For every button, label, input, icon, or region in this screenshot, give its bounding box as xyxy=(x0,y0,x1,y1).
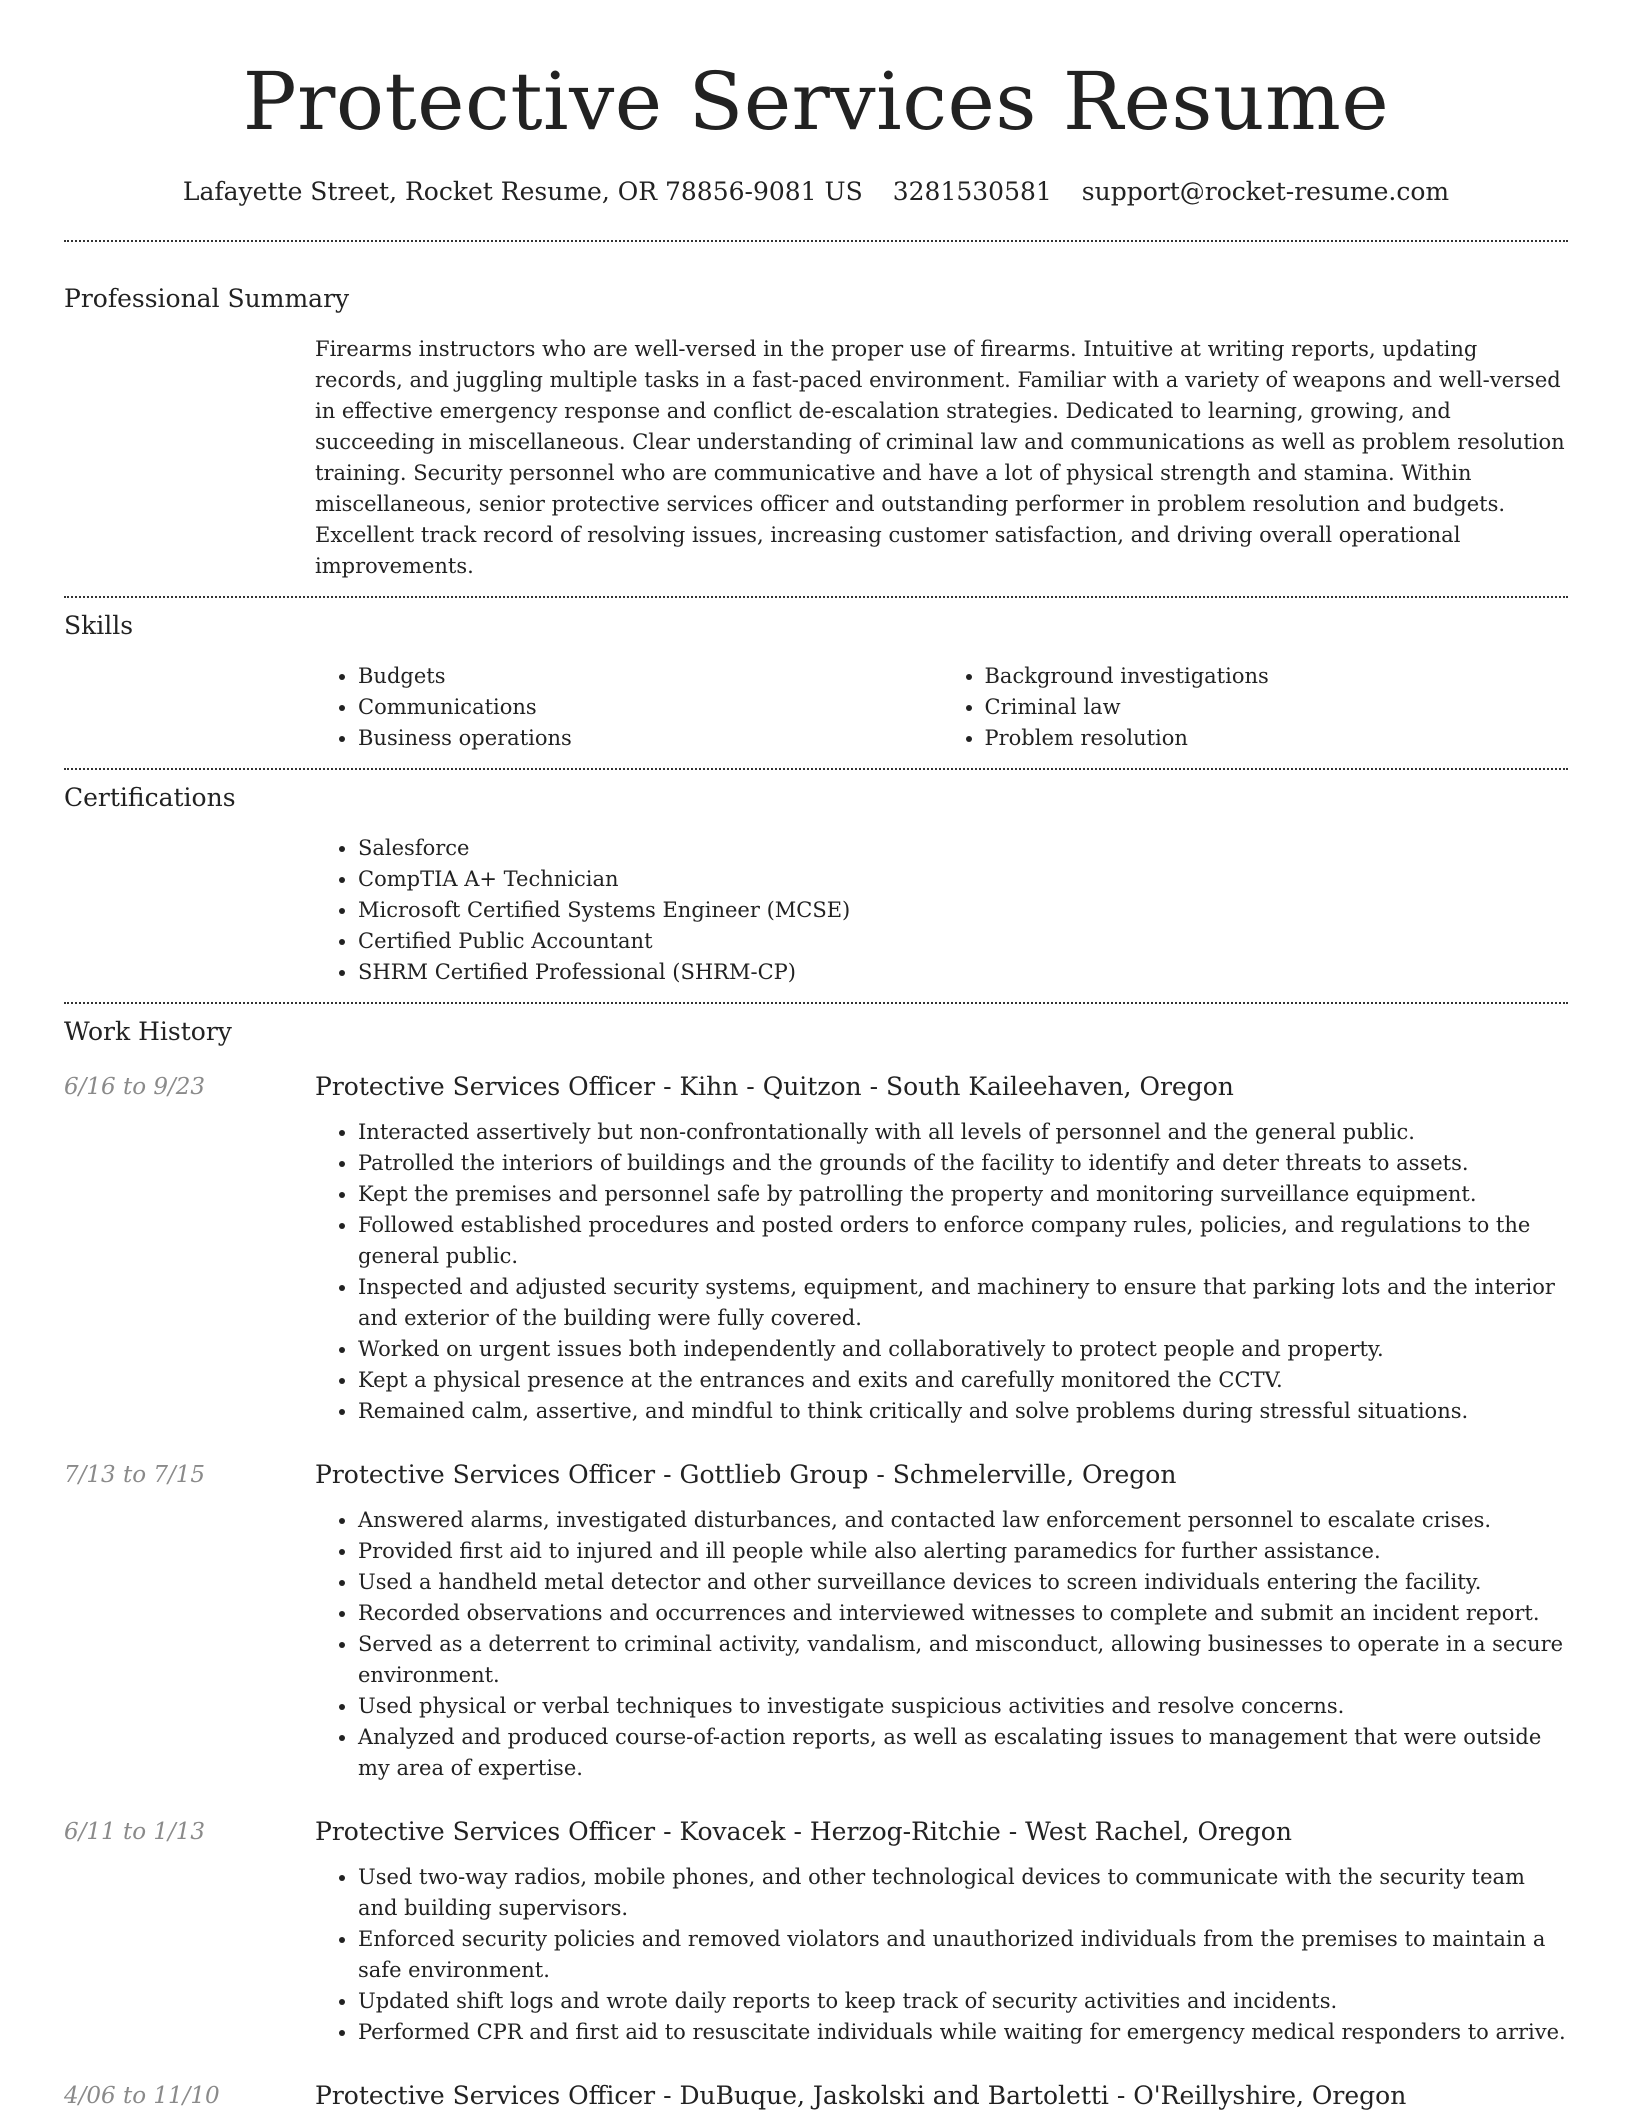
skills-list-right xyxy=(942,661,1569,754)
work-history-section xyxy=(64,1004,1568,2113)
job-title: Protective Services Officer - Gottlieb Group - Schmelerville, Oregon xyxy=(315,1460,1177,1489)
certifications-section xyxy=(64,770,1568,988)
contact-email: support@rocket-resume.com xyxy=(1081,177,1450,206)
job-bullet: • Used a handheld metal detector and other surveillance devices to screen individuals entering the facility. xyxy=(358,1567,1568,1598)
job-bullet: • Served as a deterrent to criminal activity, vandalism, and misconduct, allowing businesses to operate in a secure environment. xyxy=(358,1629,1568,1691)
skill-item: • Criminal law xyxy=(985,692,1569,723)
skill-item: • Problem resolution xyxy=(985,723,1569,754)
job-bullet: • Remained calm, assertive, and mindful to think critically and solve problems during stressful situations. xyxy=(358,1396,1568,1427)
certification-item: • Microsoft Certified Systems Engineer (MCSE) xyxy=(358,895,1568,926)
job-bullet: • Updated shift logs and wrote daily reports to keep track of security activities and incidents. xyxy=(358,1986,1568,2017)
skills-section xyxy=(64,598,1568,754)
job-bullet: • Recorded observations and occurrences and interviewed witnesses to complete and submit an incident report. xyxy=(358,1598,1568,1629)
skills-list-left xyxy=(315,661,942,754)
section-title-certifications: Certifications xyxy=(64,783,236,812)
job-bullet-list xyxy=(315,1862,1568,2048)
job-bullet: • Provided first aid to injured and ill people while also alerting paramedics for further assistance. xyxy=(358,1536,1568,1567)
job-dates: 4/06 to 11/10 xyxy=(64,2083,220,2109)
certifications-list xyxy=(315,833,1568,988)
job-entry xyxy=(64,2079,1568,2113)
job-bullet: • Analyzed and produced course-of-action reports, as well as escalating issues to management that were outside my area of expertise. xyxy=(358,1722,1568,1784)
resume-title: Protective Services Resume xyxy=(242,55,1390,148)
skill-item: • Budgets xyxy=(358,661,942,692)
job-entry xyxy=(64,1815,1568,2048)
job-bullet: • Used two-way radios, mobile phones, and other technological devices to communicate with the security team and building supervisors. xyxy=(358,1862,1568,1924)
certification-item: • CompTIA A+ Technician xyxy=(358,864,1568,895)
job-bullet: • Kept a physical presence at the entrances and exits and carefully monitored the CCTV. xyxy=(358,1365,1568,1396)
skill-item: • Business operations xyxy=(358,723,942,754)
skill-item: • Background investigations xyxy=(985,661,1569,692)
job-bullet: • Worked on urgent issues both independently and collaboratively to protect people and property. xyxy=(358,1334,1568,1365)
contact-phone: 3281530581 xyxy=(892,177,1052,206)
job-bullet: • Answered alarms, investigated disturbances, and contacted law enforcement personnel to escalate crises. xyxy=(358,1505,1568,1536)
skill-item: • Communications xyxy=(358,692,942,723)
job-title: Protective Services Officer - DuBuque, Jaskolski and Bartoletti - O'Reillyshire, Oregon xyxy=(315,2081,1407,2110)
section-title-skills: Skills xyxy=(64,611,134,640)
section-title-work-history: Work History xyxy=(64,1017,232,1046)
job-dates: 6/16 to 9/23 xyxy=(64,1074,206,1100)
job-entry xyxy=(64,1458,1568,1784)
summary-text: Firearms instructors who are well-versed in the proper use of firearms. Intuitive at writing reports, updating records, and juggling multiple tasks in a fast-paced environment. Familiar with a variety of weapons and well-versed in effective emergency response and conflict de-escalation strategies. Dedicated to learning, growing, and succeeding in miscellaneous. Clear understanding of criminal law and communications as well as problem resolution training. Security personnel who are communicative and have a lot of physical strength and stamina. Within miscellaneous, senior protective services officer and outstanding performer in problem resolution and budgets. Excellent track record of resolving issues, increasing customer satisfaction, and driving overall operational improvements. xyxy=(315,337,1565,578)
summary-section xyxy=(64,242,1568,582)
job-list xyxy=(64,1070,1568,2113)
job-title: Protective Services Officer - Kihn - Quitzon - South Kaileehaven, Oregon xyxy=(315,1072,1234,1101)
job-bullet: • Kept the premises and personnel safe by patrolling the property and monitoring surveillance equipment. xyxy=(358,1179,1568,1210)
job-dates: 6/11 to 1/13 xyxy=(64,1819,206,1845)
job-bullet-list xyxy=(315,1117,1568,1427)
job-bullet: • Inspected and adjusted security systems, equipment, and machinery to ensure that parking lots and the interior and exterior of the building were fully covered. xyxy=(358,1272,1568,1334)
job-bullet: • Enforced security policies and removed violators and unauthorized individuals from the premises to maintain a safe environment. xyxy=(358,1924,1568,1986)
resume-page xyxy=(64,0,1568,2113)
certification-item: • SHRM Certified Professional (SHRM-CP) xyxy=(358,957,1568,988)
summary-body xyxy=(315,334,1568,582)
job-title: Protective Services Officer - Kovacek - Herzog-Ritchie - West Rachel, Oregon xyxy=(315,1817,1292,1846)
job-bullet: • Used physical or verbal techniques to investigate suspicious activities and resolve concerns. xyxy=(358,1691,1568,1722)
certifications-body xyxy=(315,833,1568,988)
job-bullet: • Followed established procedures and posted orders to enforce company rules, policies, and regulations to the general public. xyxy=(358,1210,1568,1272)
skills-body xyxy=(315,661,1568,754)
contact-address: Lafayette Street, Rocket Resume, OR 78856-9081 US xyxy=(182,177,863,206)
job-bullet: • Patrolled the interiors of buildings and the grounds of the facility to identify and deter threats to assets. xyxy=(358,1148,1568,1179)
job-bullet: • Performed CPR and first aid to resuscitate individuals while waiting for emergency medical responders to arrive. xyxy=(358,2017,1568,2048)
certification-item: • Certified Public Accountant xyxy=(358,926,1568,957)
section-title-summary: Professional Summary xyxy=(64,284,350,313)
job-bullet: • Interacted assertively but non-confrontationally with all levels of personnel and the general public. xyxy=(358,1117,1568,1148)
job-entry xyxy=(64,1070,1568,1427)
job-bullet-list xyxy=(315,1505,1568,1784)
job-dates: 7/13 to 7/15 xyxy=(64,1462,206,1488)
contact-line xyxy=(64,174,1568,210)
certification-item: • Salesforce xyxy=(358,833,1568,864)
